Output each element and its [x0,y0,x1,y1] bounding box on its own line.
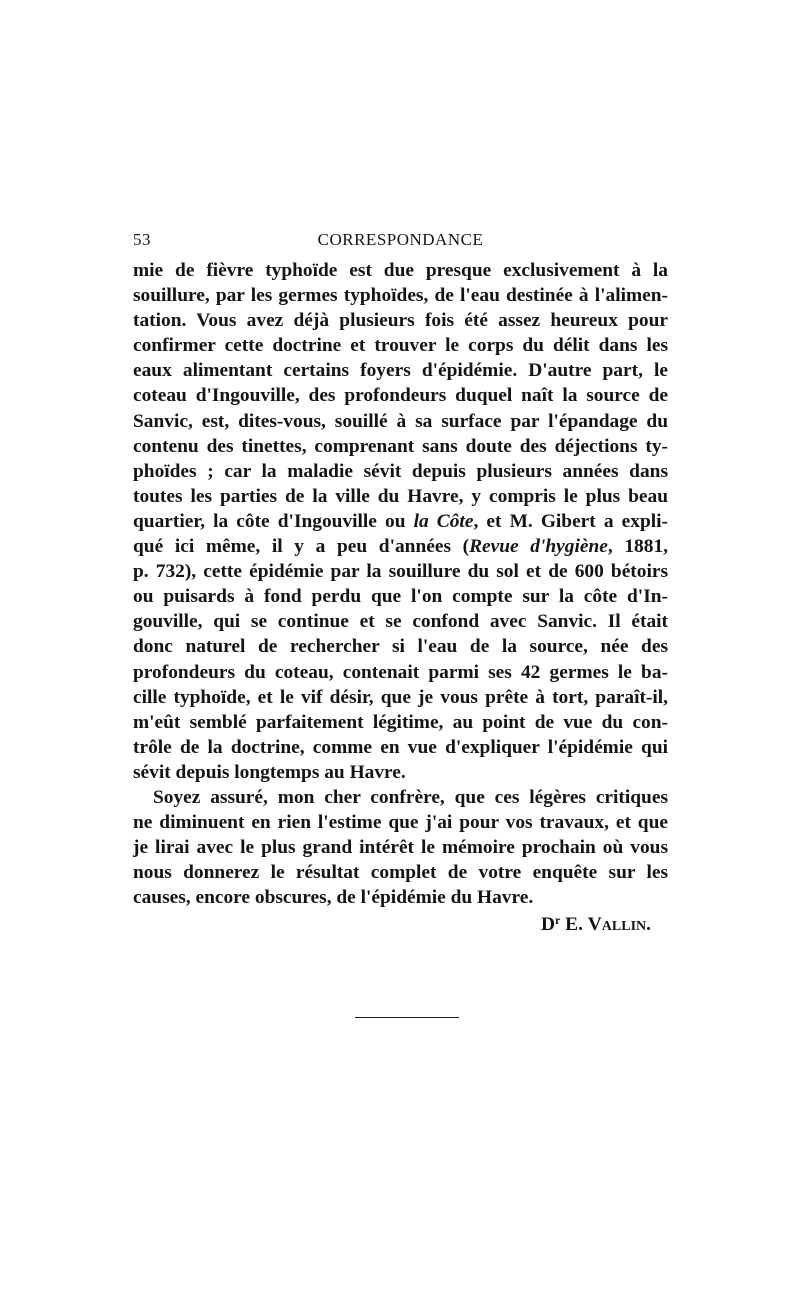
text-line: ou puisards à fond perdu que l'on compte sur la côte d'In- [133,586,668,608]
text-line: toutes les parties de la ville du Havre, y compris le plus beau [133,485,668,507]
text-line: profondeurs du coteau, contenait parmi ses 42 germes le ba- [133,661,668,683]
paragraph-end-line: causes, encore obscures, de l'épidémie du Havre. [133,887,534,909]
text-line: tation. Vous avez déjà plusieurs fois été assez heureux pour [133,310,668,332]
text-line: phoïdes ; car la maladie sévit depuis plusieurs années dans [133,460,668,482]
italic-title: la Côte [413,510,474,532]
signature-title: D [540,914,555,935]
text-run: qué ici même, il y a peu d'années ( [133,536,470,558]
text-line: m'eût semblé parfaitement légitime, au point de vue du con- [133,711,668,733]
signature-initial: E. [565,914,583,935]
paragraph-start-line: Soyez assuré, mon cher confrère, que ces légères critiques [153,786,668,808]
text-run: , 1881, [607,536,668,558]
section-divider-rule [355,1017,459,1018]
text-line: mie de fièvre typhoïde est due presque exclusivement à la [133,260,668,281]
text-line: donc naturel de rechercher si l'eau de la source, née des [133,636,668,658]
text-line: ne diminuent en rien l'estime que j'ai pour vos travaux, et que [133,812,668,834]
text-line: trôle de la doctrine, comme en vue d'expliquer l'épidémie qui [133,736,668,758]
letter-body [133,258,668,910]
signature-name: Vallin. [587,914,651,935]
text-run: , et M. Gibert a expli- [473,510,668,532]
running-head [133,230,668,256]
signature [133,913,651,936]
text-run: quartier, la côte d'Ingouville ou [133,510,406,532]
text-line: souillure, par les germes typhoïdes, de l'eau destinée à l'alimen- [133,285,668,307]
text-line: contenu des tinettes, comprenant sans doute des déjections ty- [133,435,668,457]
running-title: CORRESPONDANCE [317,230,484,249]
text-line: nous donnerez le résultat complet de votre enquête sur les [133,862,668,884]
paragraph-end-line: sévit depuis longtemps au Havre. [133,761,406,783]
text-line: p. 732), cette épidémie par la souillure du sol et de 600 bétoirs [133,561,668,583]
text-line: je lirai avec le plus grand intérêt le mémoire prochain où vous [133,837,668,859]
text-line [133,509,668,534]
text-line: gouville, qui se continue et se confond avec Sanvic. Il était [133,611,668,633]
text-line: cille typhoïde, et le vif désir, que je vous prête à tort, paraît-il, [133,686,668,708]
signature-title-superscript: r [554,913,561,927]
page-number: 53 [133,230,151,249]
text-line: coteau d'Ingouville, des profondeurs duquel naît la source de [133,385,668,407]
text-line: eaux alimentant certains foyers d'épidémie. D'autre part, le [133,360,668,382]
text-line: confirmer cette doctrine et trouver le corps du délit dans les [133,335,668,357]
text-line: Sanvic, est, dites-vous, souillé à sa surface par l'épandage du [133,410,668,432]
text-line [133,534,668,559]
italic-citation: Revue d'hygiène [469,536,608,558]
